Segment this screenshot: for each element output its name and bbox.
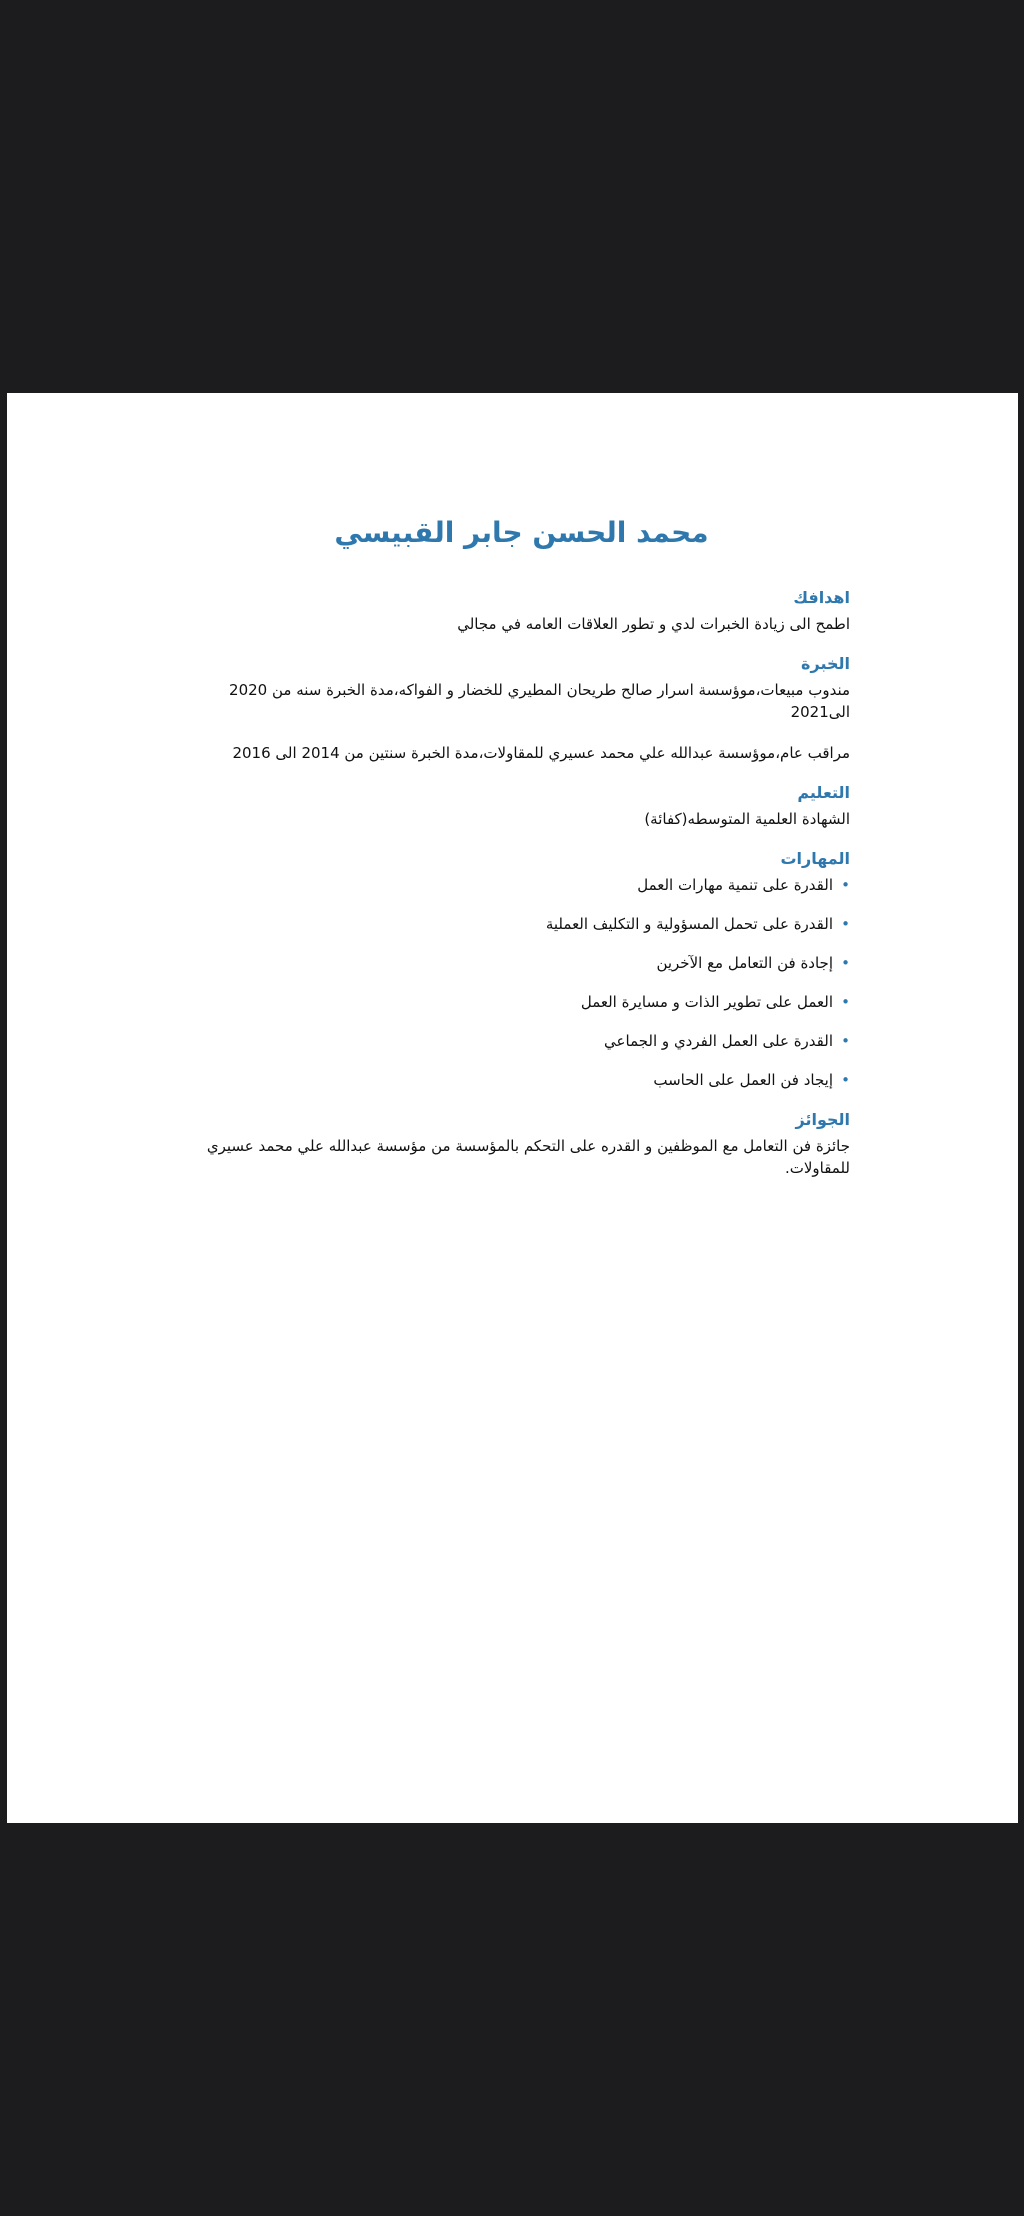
skill-text: إيجاد فن العمل على الحاسب xyxy=(653,1071,833,1089)
resume-name: محمد الحسن جابر القبيسي xyxy=(334,516,709,549)
skill-item xyxy=(193,1030,850,1052)
awards-text: جائزة فن التعامل مع الموظفين و القدره على التحكم بالمؤسسة من مؤسسة عبدالله علي محمد عسيري للمقاولات. xyxy=(206,1137,850,1177)
resume-content xyxy=(193,513,850,1197)
education-section xyxy=(193,782,850,830)
skill-text: القدرة على تحمل المسؤولية و التكليف العملية xyxy=(545,915,833,933)
skill-text: العمل على تطوير الذات و مسايرة العمل xyxy=(580,993,833,1011)
skill-item xyxy=(193,991,850,1013)
skills-title: المهارات xyxy=(780,849,850,868)
skills-section xyxy=(193,848,850,1091)
objective-section xyxy=(193,587,850,635)
experience-section xyxy=(193,653,850,764)
skill-text: إجادة فن التعامل مع الآخرين xyxy=(656,954,833,972)
document-page xyxy=(7,393,1018,1823)
awards-section xyxy=(193,1109,850,1179)
experience-title: الخبرة xyxy=(801,654,850,673)
bullet-icon: • xyxy=(841,1071,850,1089)
experience-item: مندوب مبيعات،موؤسسة اسرار صالح طريحان المطيري للخضار و الفواكه،مدة الخبرة سنه من 2020 الى2021 xyxy=(229,681,850,721)
education-text: الشهادة العلمية المتوسطه(كفائة) xyxy=(644,810,850,828)
awards-title: الجوائز xyxy=(795,1110,850,1129)
objective-title: اهدافك xyxy=(793,588,850,607)
skill-item xyxy=(193,913,850,935)
skill-item xyxy=(193,874,850,896)
bullet-icon: • xyxy=(841,954,850,972)
bullet-icon: • xyxy=(841,915,850,933)
objective-text: اطمح الى زيادة الخبرات لدي و تطور العلاقات العامه في مجالي xyxy=(457,615,850,633)
skill-item xyxy=(193,1069,850,1091)
skill-item xyxy=(193,952,850,974)
bullet-icon: • xyxy=(841,1032,850,1050)
skills-list xyxy=(193,874,850,1091)
bullet-icon: • xyxy=(841,993,850,1011)
bullet-icon: • xyxy=(841,876,850,894)
skill-text: القدرة على تنمية مهارات العمل xyxy=(637,876,833,894)
skill-text: القدرة على العمل الفردي و الجماعي xyxy=(604,1032,833,1050)
education-title: التعليم xyxy=(797,783,850,802)
experience-item: مراقب عام،موؤسسة عبدالله علي محمد عسيري للمقاولات،مدة الخبرة سنتين من 2014 الى 2016 xyxy=(232,744,850,762)
